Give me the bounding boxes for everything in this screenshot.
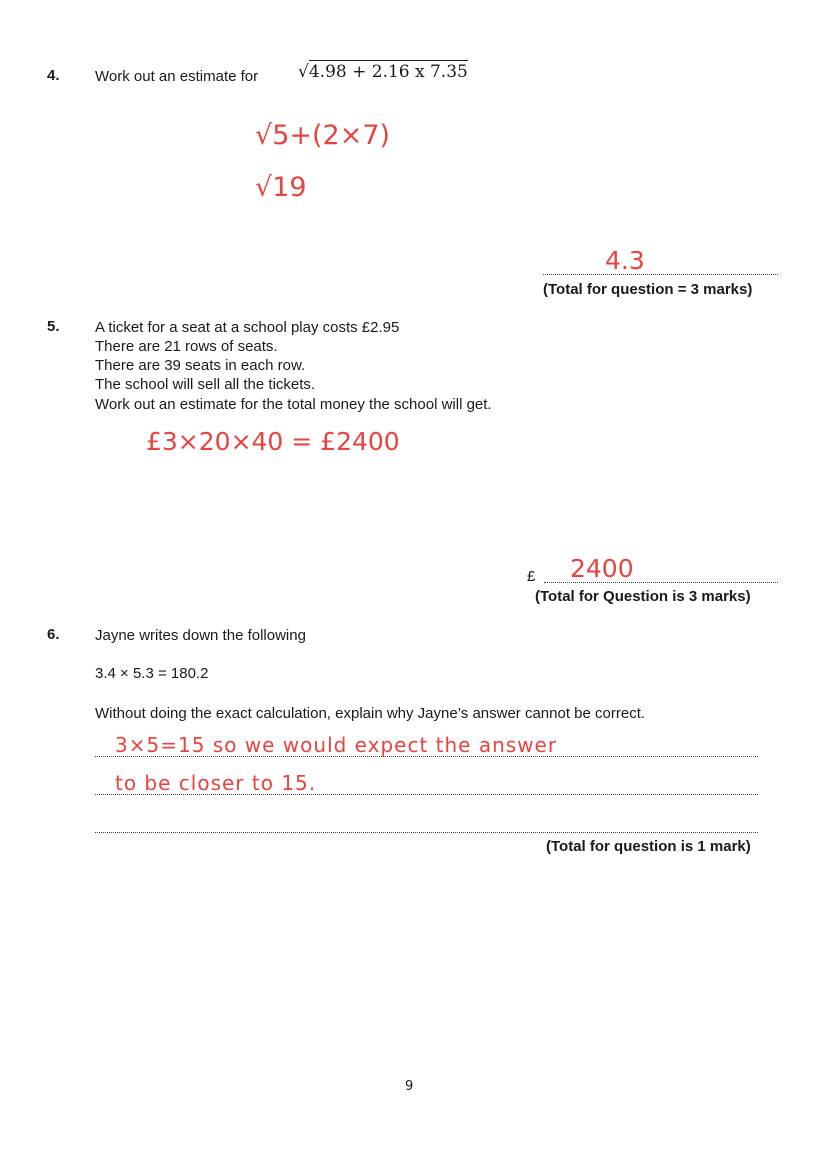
question-4-answer: 4.3 [605,246,645,275]
question-4-working-line-2: √19 [255,172,307,203]
question-5-line-1: A ticket for a seat at a school play costs £2.95 [95,319,400,336]
question-6-answer-line-3[interactable] [95,812,758,833]
question-6-answer-line-2[interactable] [95,771,758,795]
question-6-answer-text-1: 3×5=15 so we would expect the answer [115,733,558,757]
question-6-number: 6. [47,626,60,643]
question-6-prompt: Without doing the exact calculation, explain why Jayne’s answer cannot be correct. [95,705,646,722]
question-4-total: (Total for question = 3 marks) [543,281,753,298]
question-4-number: 4. [47,67,60,84]
question-5-line-4: The school will sell all the tickets. [95,376,316,393]
question-6-answer-text-2: to be closer to 15. [115,771,317,795]
question-5-line-5: Work out an estimate for the total money the school will get. [95,396,492,413]
page-number: 9 [405,1079,414,1094]
question-5-currency: £ [527,568,536,585]
question-6-total: (Total for question is 1 mark) [546,838,751,855]
question-4-prompt: Work out an estimate for [95,68,259,85]
question-4-radicand: 4.98 + 2.16 x 7.35 [308,62,468,82]
sqrt-symbol: √ [255,120,273,151]
question-6-calculation: 3.4 × 5.3 = 180.2 [95,665,209,682]
question-4-working-line-1: √5+(2×7) [255,120,391,151]
question-5-number: 5. [47,318,60,335]
question-6-answer-line-1[interactable] [95,733,758,757]
question-5-answer-line[interactable] [544,554,778,583]
question-6-intro: Jayne writes down the following [95,627,306,644]
sqrt-symbol: √ [255,172,273,203]
question-5-total: (Total for Question is 3 marks) [535,588,751,605]
question-4-expression [298,62,468,82]
question-5-answer: 2400 [570,554,634,583]
question-5-line-3: There are 39 seats in each row. [95,357,306,374]
question-5-working: £3×20×40 = £2400 [146,427,400,456]
sqrt-symbol: √ [298,62,309,82]
question-4-answer-line[interactable] [543,246,778,275]
question-5-line-2: There are 21 rows of seats. [95,338,278,355]
